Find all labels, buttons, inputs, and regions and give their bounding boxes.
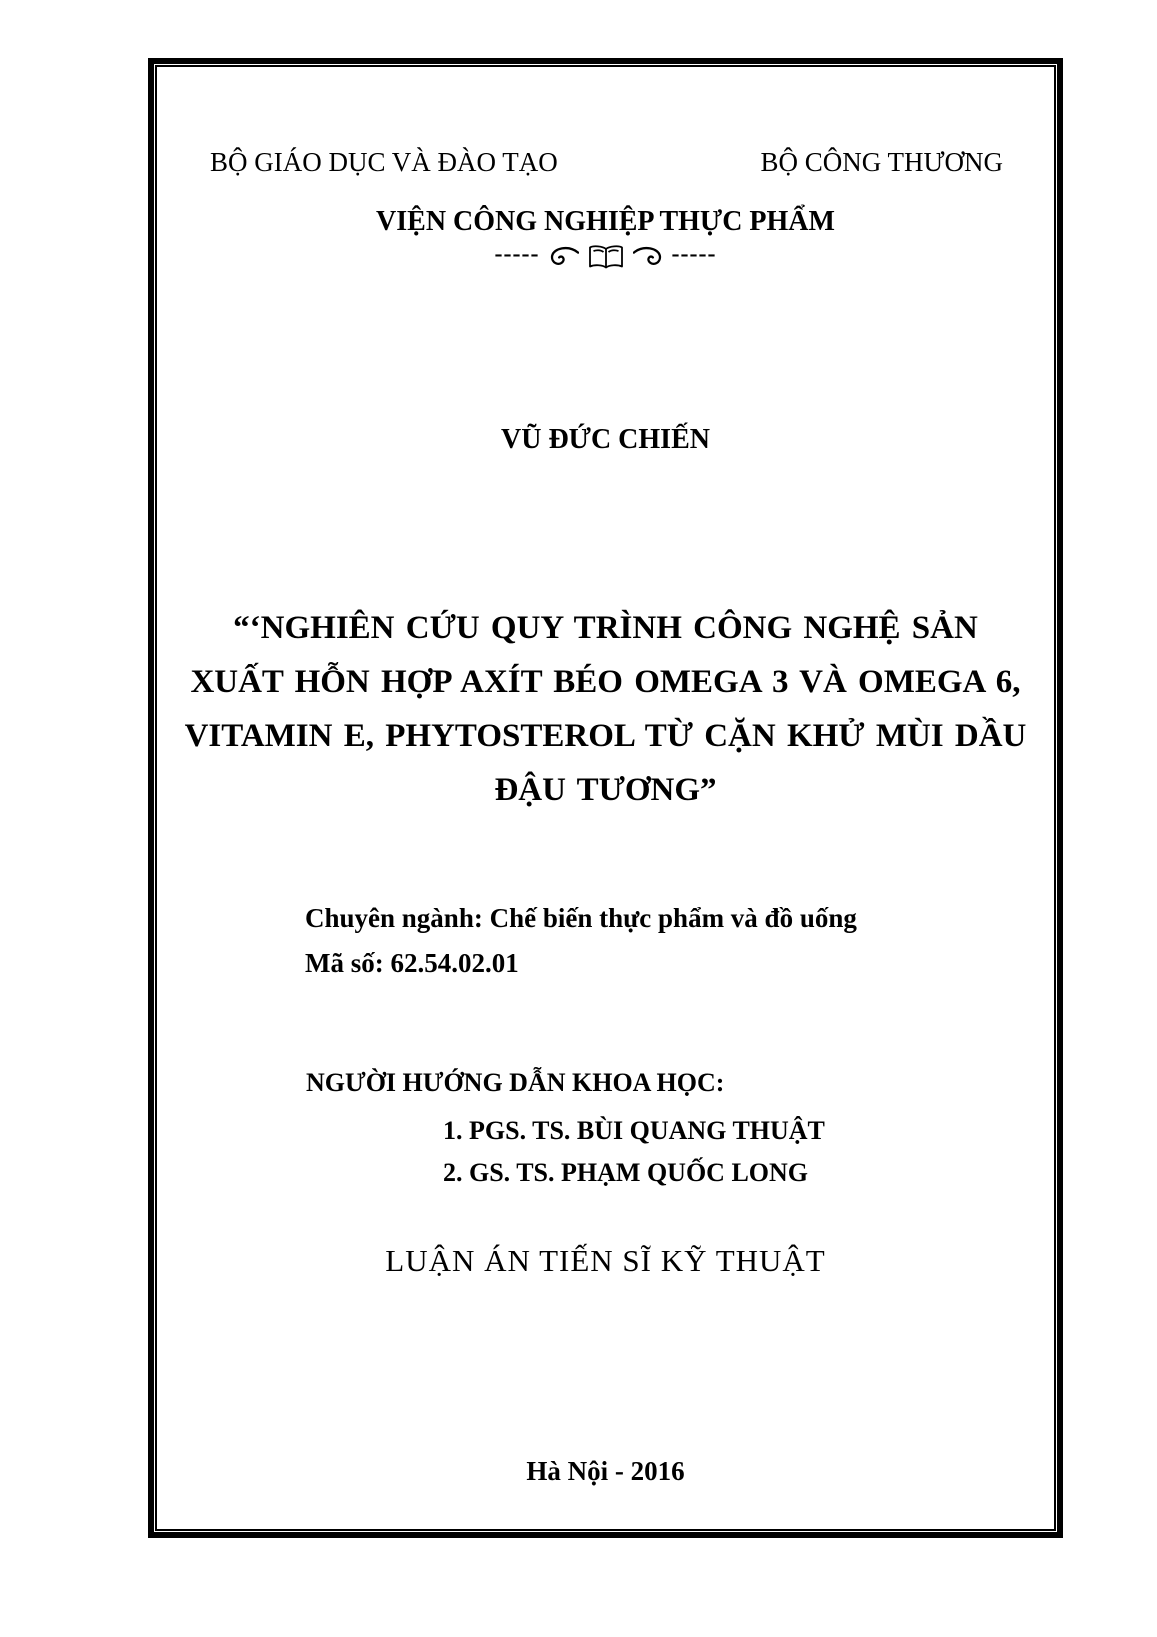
institute-name: VIỆN CÔNG NGHIỆP THỰC PHẨM <box>376 206 835 237</box>
title-line: XUẤT HỖN HỢP AXÍT BÉO OMEGA 3 VÀ OMEGA 6, <box>190 664 1021 700</box>
divider-dashes-right: ----- <box>671 241 717 267</box>
header-row <box>148 146 1063 178</box>
author-name: VŨ ĐỨC CHIẾN <box>501 424 710 455</box>
supervisor-item: 1. PGS. TS. BÙI QUANG THUẬT <box>443 1116 825 1145</box>
ornament-divider <box>148 240 1063 274</box>
ministry-education-label: BỘ GIÁO DỤC VÀ ĐÀO TẠO <box>210 147 558 177</box>
title-line: ĐẬU TƯƠNG” <box>494 772 717 808</box>
place-year: Hà Nội - 2016 <box>526 1456 685 1486</box>
title-line: “‘NGHIÊN CỨU QUY TRÌNH CÔNG NGHỆ SẢN <box>233 610 978 646</box>
title-line: VITAMIN E, PHYTOSTEROL TỪ CẶN KHỬ MÙI DẦU <box>184 718 1027 754</box>
open-book-icon <box>588 244 624 271</box>
supervisors-heading: NGƯỜI HƯỚNG DẪN KHOA HỌC: <box>306 1068 725 1097</box>
ministry-industry-label: BỘ CÔNG THƯƠNG <box>760 147 1003 177</box>
thesis-type: LUẬN ÁN TIẾN SĨ KỸ THUẬT <box>385 1243 826 1278</box>
thesis-title <box>148 601 1063 817</box>
code-line: Mã số: 62.54.02.01 <box>305 948 519 978</box>
divider-dashes-left: ----- <box>494 241 540 267</box>
supervisor-item: 2. GS. TS. PHẠM QUỐC LONG <box>443 1158 809 1187</box>
floral-swirl-left-icon <box>549 246 579 268</box>
supervisors-list <box>443 1110 825 1194</box>
floral-swirl-right-icon <box>633 246 663 268</box>
specialty-line: Chuyên ngành: Chế biến thực phẩm và đồ uống <box>305 903 857 933</box>
